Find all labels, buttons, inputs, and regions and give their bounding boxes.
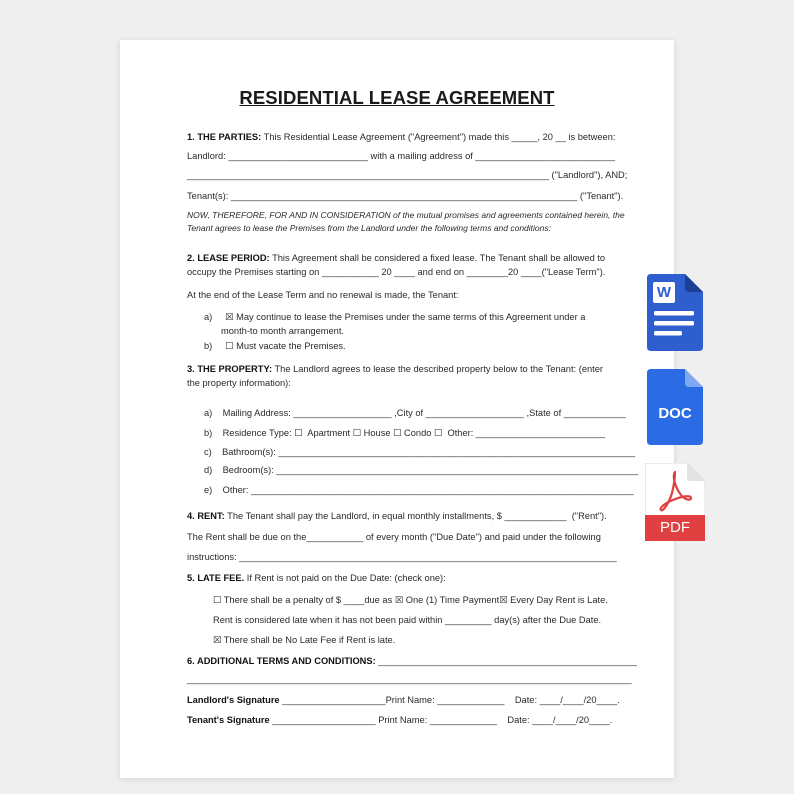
section-text: This Agreement shall be considered a fixed lease. The Tenant shall be allowed to — [269, 253, 606, 263]
doc-label: DOC — [658, 405, 692, 422]
late-fee-option-3: ☒ There shall be No Late Fee if Rent is late. — [213, 635, 396, 645]
lease-end-line: At the end of the Lease Term and no renewal is made, the Tenant: — [187, 290, 459, 300]
section-heading: 3. THE PROPERTY: — [187, 364, 273, 374]
doc-icon[interactable] — [647, 369, 703, 445]
lease-document-page — [120, 40, 674, 778]
section-parties — [187, 132, 615, 143]
lease-dates-line: occupy the Premises starting on ___________ 20 ____ and end on ________20 ____("Lease Term"). — [187, 267, 606, 277]
option-b-line: b) ☐ Must vacate the Premises. — [204, 341, 346, 351]
option-a-line-1: a) ☒ May continue to lease the Premises under the same terms of this Agreement under a — [204, 312, 586, 322]
property-item-a: a) Mailing Address: ___________________ ,City of ___________________ ,State of ____________ — [204, 408, 626, 418]
document-title: RESIDENTIAL LEASE AGREEMENT — [239, 87, 555, 108]
section-heading: 5. LATE FEE. — [187, 573, 245, 583]
landlord-line: Landlord: ___________________________ with a mailing address of ___________________________ — [187, 151, 616, 161]
section-property — [187, 364, 603, 375]
section-text: If Rent is not paid on the Due Date: (check one): — [244, 573, 446, 583]
section-heading: 6. ADDITIONAL TERMS AND CONDITIONS: — [187, 656, 376, 666]
section-text: This Residential Lease Agreement ("Agreement") made this _____, 20 __ is between: — [261, 132, 616, 142]
section-rent — [187, 511, 607, 522]
section-lease-period — [187, 253, 605, 264]
tenant-line: Tenant(s): ___________________________________________________________________ ("Tenant"). — [187, 191, 624, 201]
rent-instructions-line: instructions: _________________________________________________________________________ — [187, 552, 617, 562]
recital-line-2: Tenant agrees to lease the Premises from the Landlord under the following terms and conditions: — [187, 223, 551, 233]
section-heading: 2. LEASE PERIOD: — [187, 253, 270, 263]
property-item-c: c) Bathroom(s): _____________________________________________________________________ — [204, 447, 636, 457]
section-additional-terms — [187, 656, 637, 667]
late-fee-option-2: Rent is considered late when it has not been paid within _________ day(s) after the Due Date. — [213, 615, 602, 625]
recital-line-1: NOW, THEREFORE, FOR AND IN CONSIDERATION of the mutual promises and agreements contained herein, the — [187, 210, 625, 220]
section-text: __________________________________________________ — [375, 656, 637, 666]
signature-label: Landlord's Signature — [187, 695, 280, 705]
section-late-fee — [187, 573, 446, 584]
word-letter: W — [656, 284, 672, 301]
word-icon[interactable] — [647, 274, 703, 351]
pdf-label: PDF — [660, 519, 690, 536]
rent-due-line: The Rent shall be due on the___________ of every month ("Due Date") and paid under the following — [187, 532, 601, 542]
section-text: The Landlord agrees to lease the described property below to the Tenant: (enter — [272, 364, 604, 374]
property-item-e: e) Other: __________________________________________________________________________ — [204, 485, 634, 495]
section-text: The Tenant shall pay the Landlord, in equal monthly installments, $ ____________ ("Rent"). — [224, 511, 607, 521]
property-line-2: the property information): — [187, 378, 291, 388]
option-a-line-2: month-to month arrangement. — [221, 326, 344, 336]
section-heading: 1. THE PARTIES: — [187, 132, 262, 142]
signature-label: Tenant's Signature — [187, 715, 270, 725]
additional-terms-line-2: ______________________________________________________________________________________ — [187, 674, 632, 684]
pdf-icon[interactable] — [645, 463, 705, 541]
landlord-signature-line — [187, 695, 620, 706]
late-fee-option-1: ☐ There shall be a penalty of $ ____due as ☒ One (1) Time Payment☒ Every Day Rent is Late. — [213, 595, 608, 605]
property-item-b: b) Residence Type: ☐ Apartment ☐ House ☐ Condo ☐ Other: _________________________ — [204, 428, 606, 438]
tenant-signature-line — [187, 715, 612, 726]
signature-fields: ____________________ Print Name: _____________ Date: ____/____/20____. — [269, 715, 613, 725]
section-heading: 4. RENT: — [187, 511, 225, 521]
property-item-d: d) Bedroom(s): ______________________________________________________________________ — [204, 465, 639, 475]
landlord-line-2: ______________________________________________________________________ ("Landlord"), AND; — [187, 170, 628, 180]
signature-fields: ____________________Print Name: _____________ Date: ____/____/20____. — [279, 695, 620, 705]
